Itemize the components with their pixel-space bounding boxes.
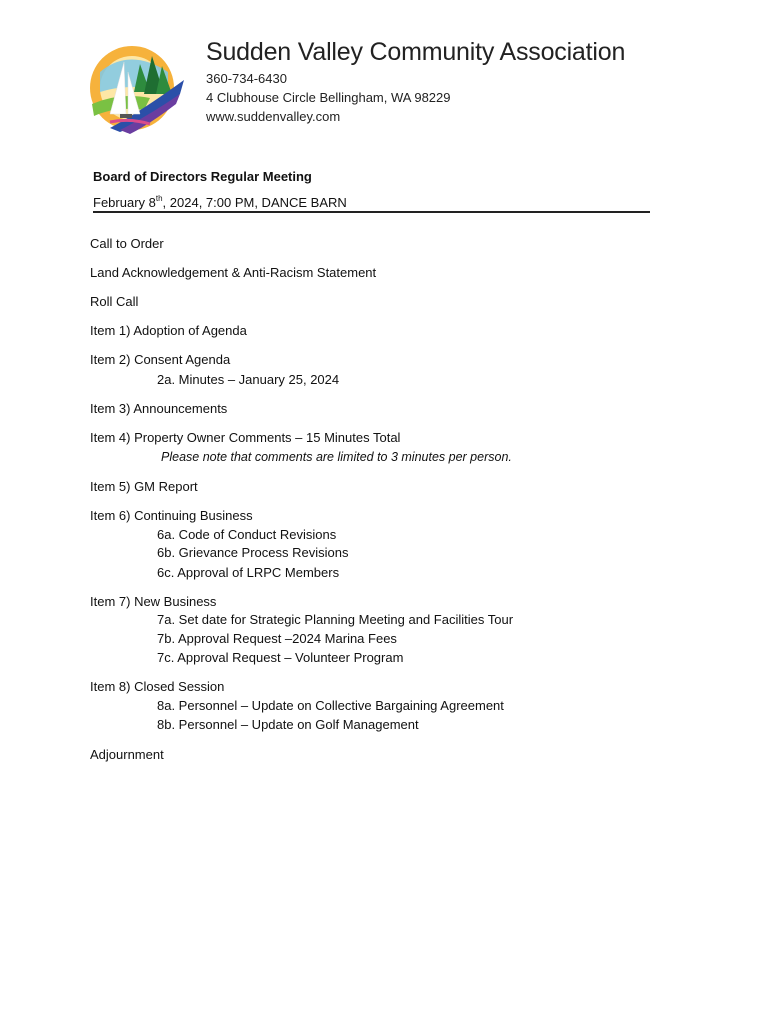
org-address: 4 Clubhouse Circle Bellingham, WA 98229 xyxy=(206,90,451,105)
agenda-land-acknowledgement: Land Acknowledgement & Anti-Racism Statement xyxy=(90,265,377,280)
agenda-roll-call: Roll Call xyxy=(90,294,139,309)
meeting-date-suffix: th xyxy=(155,194,163,203)
agenda-item-7b: 7b. Approval Request –2024 Marina Fees xyxy=(157,631,397,646)
agenda-item-6a: 6a. Code of Conduct Revisions xyxy=(157,527,337,542)
org-phone: 360-734-6430 xyxy=(206,71,287,86)
sudden-valley-logo xyxy=(80,42,190,134)
agenda-adjournment: Adjournment xyxy=(90,747,164,762)
agenda-item-8a: 8a. Personnel – Update on Collective Bargaining Agreement xyxy=(157,698,504,713)
meeting-date xyxy=(93,195,347,210)
agenda-item-5: Item 5) GM Report xyxy=(90,479,198,494)
agenda-call-to-order: Call to Order xyxy=(90,236,164,251)
agenda-item-3: Item 3) Announcements xyxy=(90,401,228,416)
meeting-date-rest: , 2024, 7:00 PM, DANCE BARN xyxy=(162,195,347,210)
agenda-item-6c: 6c. Approval of LRPC Members xyxy=(157,565,340,580)
meeting-date-month: February 8 xyxy=(93,195,156,210)
agenda-item-7: Item 7) New Business xyxy=(90,594,217,609)
agenda-item-1: Item 1) Adoption of Agenda xyxy=(90,323,247,338)
header-divider xyxy=(93,211,650,213)
agenda-item-6b: 6b. Grievance Process Revisions xyxy=(157,545,349,560)
agenda-item-8: Item 8) Closed Session xyxy=(90,679,225,694)
meeting-title: Board of Directors Regular Meeting xyxy=(93,169,312,184)
org-name: Sudden Valley Community Association xyxy=(206,38,626,66)
agenda-item-7c: 7c. Approval Request – Volunteer Program xyxy=(157,650,404,665)
agenda-item-4: Item 4) Property Owner Comments – 15 Minutes Total xyxy=(90,430,401,445)
agenda-item-2: Item 2) Consent Agenda xyxy=(90,352,231,367)
org-website: www.suddenvalley.com xyxy=(206,109,341,124)
agenda-item-7a: 7a. Set date for Strategic Planning Meeting and Facilities Tour xyxy=(157,612,514,627)
agenda-item-2a: 2a. Minutes – January 25, 2024 xyxy=(157,372,340,387)
agenda-item-6: Item 6) Continuing Business xyxy=(90,508,253,523)
agenda-item-8b: 8b. Personnel – Update on Golf Management xyxy=(157,717,419,732)
agenda-item-4-note: Please note that comments are limited to 3 minutes per person. xyxy=(161,450,512,464)
